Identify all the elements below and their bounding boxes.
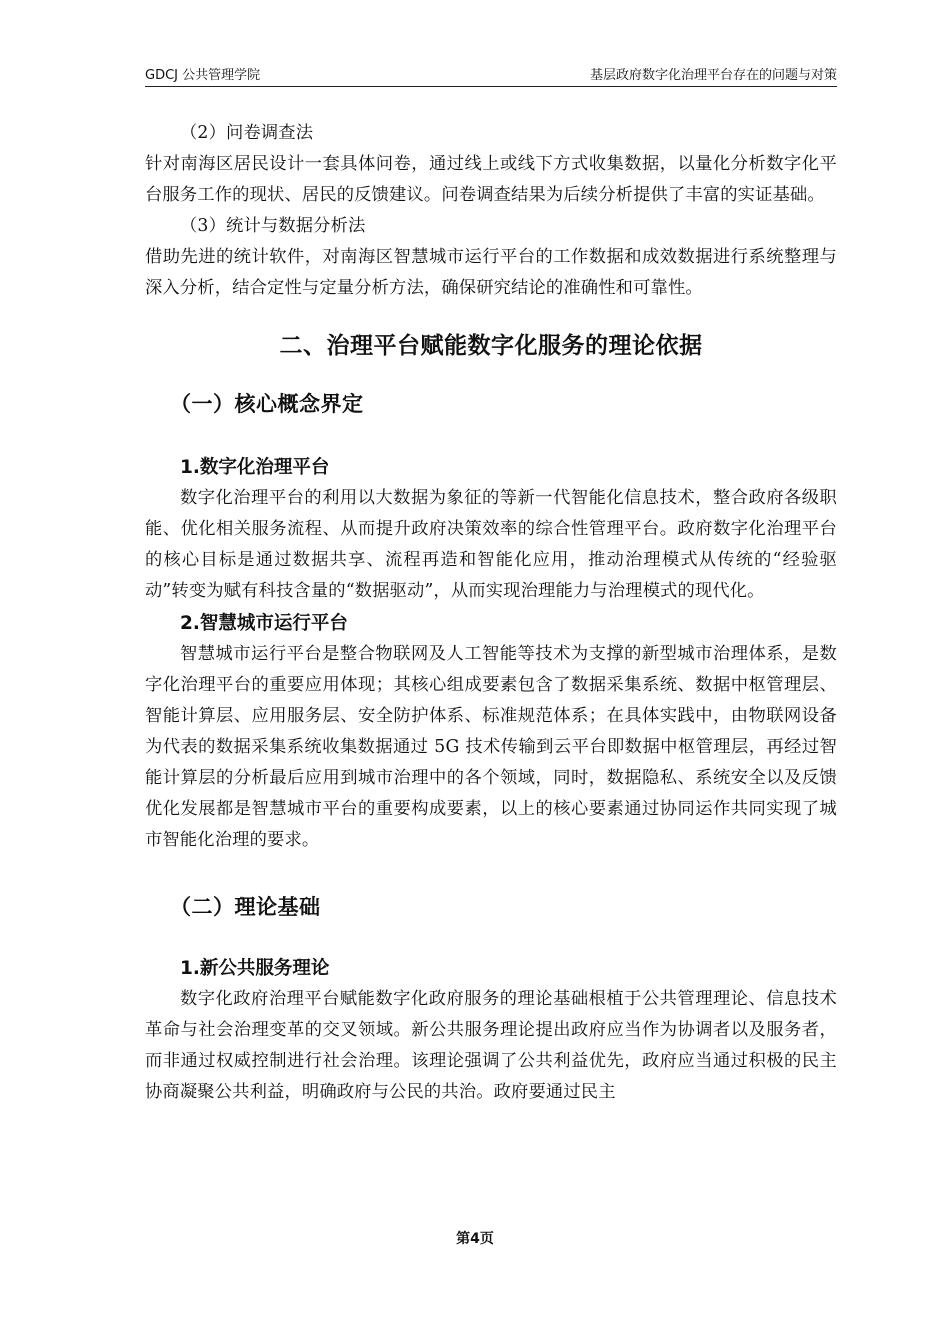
- page-body: [145, 118, 837, 1108]
- header-paper-title: 基层政府数字化治理平台存在的问题与对策: [589, 68, 837, 83]
- page-number: 第4页: [456, 1231, 494, 1247]
- subsection-heading-digital-platform: 1.数字化治理平台: [180, 457, 330, 478]
- method-statistics-text: 借助先进的统计软件，对南海区智慧城市运行平台的工作数据和成效数据进行系统整理与深入分析，结合定性与定量分析方法，确保研究结论的准确性和可靠性。: [145, 247, 837, 298]
- header-institution: GDCJ 公共管理学院: [145, 68, 261, 83]
- section-heading-core-concepts: （一）核心概念界定: [170, 392, 364, 416]
- subsection-heading-new-public-service: 1.新公共服务理论: [180, 958, 330, 979]
- subsection-text-digital-platform: 数字化治理平台的利用以大数据为象征的等新一代智能化信息技术，整合政府各级职能、优化相关服务流程、从而提升政府决策效率的综合性管理平台。政府数字化治理平台的核心目标是通过数据共享、流程再造和智能化应用，推动治理模式从传统的“经验驱动”转变为赋有科技含量的“数据驱动”，从而实现治理能力与治理模式的现代化。: [145, 488, 837, 601]
- method-statistics-title: （3）统计与数据分析法: [180, 216, 366, 236]
- chapter-heading: 二、治理平台赋能数字化服务的理论依据: [279, 333, 703, 359]
- subsection-heading-smart-city: 2.智慧城市运行平台: [180, 613, 348, 634]
- method-questionnaire-title: （2）问卷调查法: [180, 123, 314, 143]
- page-header: [145, 66, 837, 87]
- subsection-text-new-public-service: 数字化政府治理平台赋能数字化政府服务的理论基础根植于公共管理理论、信息技术革命与社会治理变革的交叉领域。新公共服务理论提出政府应当作为协调者以及服务者，而非通过权威控制进行社会治理。该理论强调了公共利益优先，政府应当通过积极的民主协商凝聚公共利益，明确政府与公民的共治。政府要通过民主: [145, 989, 837, 1102]
- method-questionnaire-text: 针对南海区居民设计一套具体问卷，通过线上或线下方式收集数据，以量化分析数字化平台服务工作的现状、居民的反馈建议。问卷调查结果为后续分析提供了丰富的实证基础。: [145, 154, 837, 205]
- subsection-text-smart-city: 智慧城市运行平台是整合物联网及人工智能等技术为支撑的新型城市治理体系，是数字化治理平台的重要应用体现；其核心组成要素包含了数据采集系统、数据中枢管理层、智能计算层、应用服务层、安全防护体系、标准规范体系；在具体实践中，由物联网设备为代表的数据采集系统收集数据通过 5G 技术传输到云平台即数据中枢管理层，再经过智能计算层的分析最后应用到城市治理中的各个领域，同时，数据隐私、系统安全以及反馈优化发展都是智慧城市平台的重要构成要素，以上的核心要素通过协同运作共同实现了城市智能化治理的要求。: [145, 644, 837, 850]
- section-heading-theory-basis: （二）理论基础: [170, 895, 321, 919]
